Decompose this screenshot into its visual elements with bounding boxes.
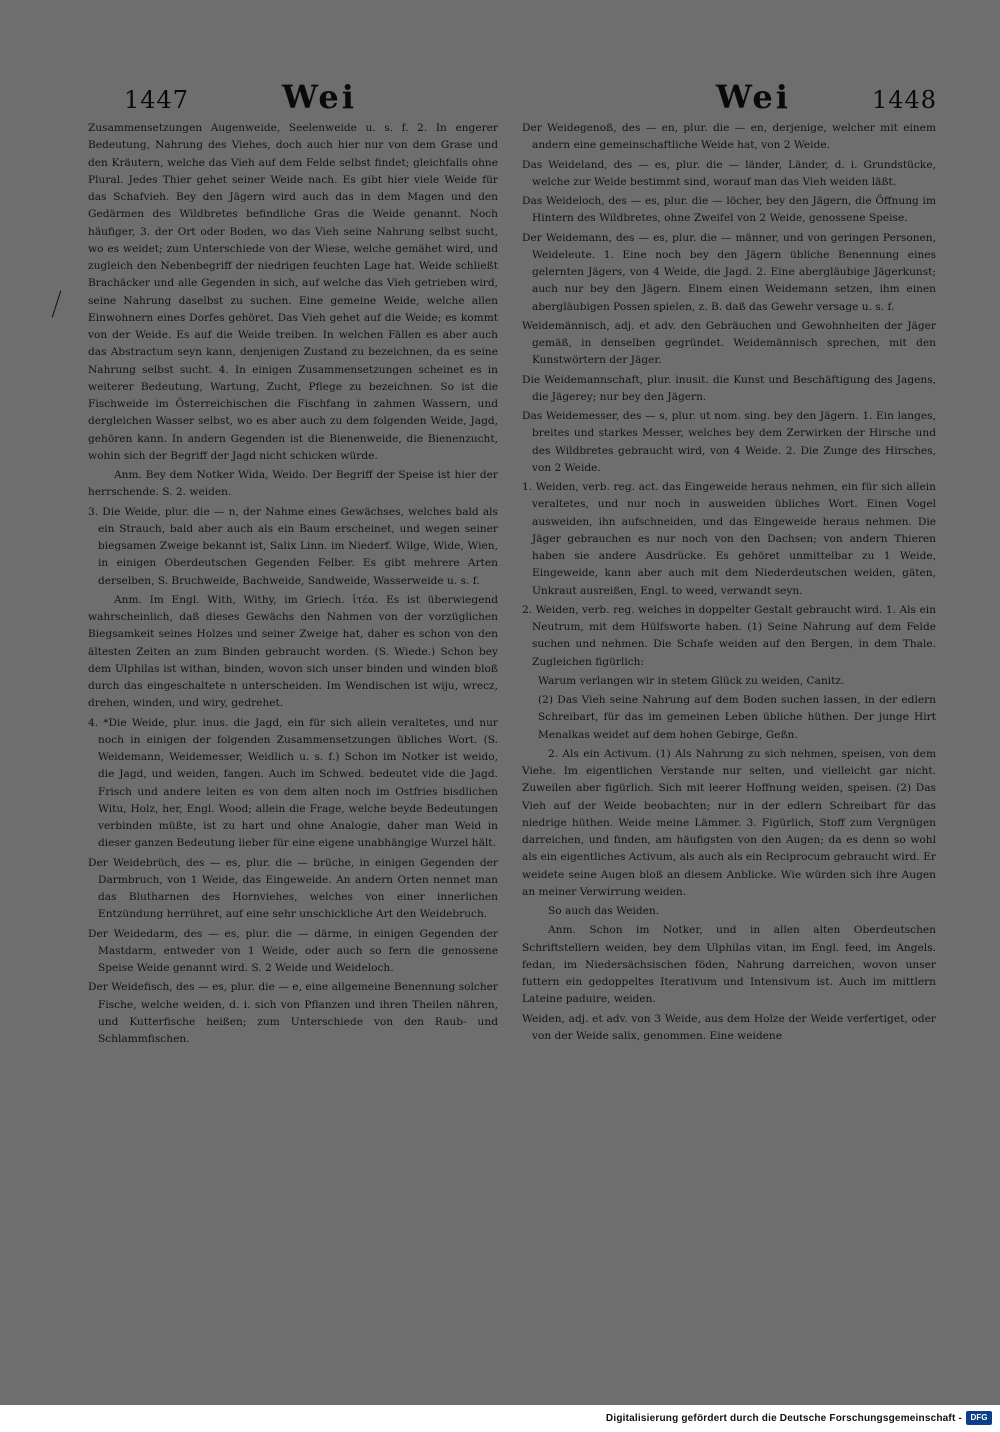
dictionary-entry: Weidemännisch, adj. et adv. den Gebräuchen und Gewohnheiten der Jäger gemäß, in denselben gegründet. Weidemännisch sprechen, mit den Kunstwörtern der Jäger.	[522, 319, 936, 367]
dictionary-entry: 1. Weiden, verb. reg. act. das Eingeweide heraus nehmen, ein für sich allein veraltetes, und nur noch in ausweiden übliches Wort. Einen Vogel ausweiden, ihn aufschneiden, und das Eingeweide heraus nehmen. Die Jäger gebrauchen es nur noch von den Dachsen; von andern Thieren haben sie andere Ausdrücke. Es gehöret unmittelbar zu 1 Weide, Eingeweide, kann aber auch mit dem Niederdeutschen weiden, gäten, Unkraut ausreißen, Engl. to weed, verwandt seyn.	[522, 481, 936, 597]
dictionary-entry: Das Weideland, des — es, plur. die — länder, Länder, d. i. Grundstücke, welche zur Weide bestimmt sind, worauf man das Vieh weiden läßt.	[522, 158, 936, 188]
dictionary-entry: 4. *Die Weide, plur. inus. die Jagd, ein für sich allein veraltetes, und nur noch in einigen der folgenden Zusammensetzungen übliches Wort. (S. Weidemann, Weidemesser, Weidlich u. s. f.) Schon im Notker ist weido, die Jagd, und weiden, fangen. Auch im Schwed. bedeutet vide die Jagd. Frisch und andere leiten es von dem alten noch im Ostfries bisdlichen Witu, Holz, her, Engl. Wood; allein die Frage, welche beyde Bedeutungen verbinden müßte, ist zu hart und ohne Analogie, daher man Weid in dieser ganzen Bedeutung lieber für eine eigene unabhängige Wurzel hält.	[88, 716, 498, 850]
dictionary-entry: Der Weidefisch, des — es, plur. die — e, eine allgemeine Benennung solcher Fische, welche weiden, d. i. sich von Pflanzen und ihren Theilen nähren, und Kutterfische heißen; zum Unterschiede von den Raub- und Schlammfischen.	[88, 981, 498, 1045]
dictionary-entry: Der Weidemann, des — es, plur. die — männer, und von geringen Personen, Weideleute. 1. Eine noch bey den Jägern übliche Benennung eines gelernten Jägers, von 4 Weide, die Jagd. 2. Eine abergläubige Jägerkunst; auch nur bey den Jägern. Einem einen Weidemann setzen, ihm einen abergläubigen Possen spielen, z. B. daß das Gewehr versage u. s. f.	[522, 231, 936, 313]
column-left	[88, 120, 498, 1050]
dictionary-entry: Der Weidebrüch, des — es, plur. die — brüche, in einigen Gegenden der Darmbruch, von 1 Weide, das Eingeweide. An andern Orten nennet man das Blutharnen des Hornviehes, welches von einer innerlichen Entzündung herrühret, auf eine sehr unschickliche Art den Weidebruch.	[88, 856, 498, 921]
annotation: Anm. Bey dem Notker Wida, Weido. Der Begriff der Speise ist hier der herrschende. S. 2. weiden.	[88, 469, 498, 499]
dictionary-entry: Das Weidemesser, des — s, plur. ut nom. sing. bey den Jägern. 1. Ein langes, breites und starkes Messer, welches bey dem Zerwirken der Hirsche und des Wildbretes gebraucht wird, von 4 Weide. 2. Die Zunge des Hirsches, von 2 Weide.	[522, 410, 936, 474]
annotation: Anm. Schon im Notker, und in allen alten Oberdeutschen Schriftstellern weiden, bey dem Ulphilas vitan, im Engl. feed, im Angels. fedan, im Niedersächsischen föden, Nahrung darreichen, wovon unser futtern ein gedoppeltes Iterativum und Intensivum ist. Auch im mittlern Lateine paduire, weiden.	[522, 924, 936, 1006]
dfg-logo: DFG	[966, 1411, 992, 1425]
dictionary-entry: Die Weidemannschaft, plur. inusit. die Kunst und Beschäftigung des Jagens, die Jägerey; nur bey den Jägern.	[522, 373, 936, 403]
running-head-right: Wei	[716, 78, 791, 116]
dictionary-entry: 2. Weiden, verb. reg. welches in doppelter Gestalt gebraucht wird. 1. Als ein Neutrum, mit dem Hülfsworte haben. (1) Seine Nahrung auf dem Felde suchen und nehmen. Die Schafe weiden auf den Bergen, in dem Thale. Zugleichen figürlich:	[522, 603, 936, 668]
paragraph: So auch das Weiden.	[548, 905, 660, 917]
funding-notice: Digitalisierung gefördert durch die Deutsche Forschungsgemeinschaft -	[605, 1413, 962, 1424]
sub-paragraph: 2. Als ein Activum. (1) Als Nahrung zu sich nehmen, speisen, von dem Viehe. Im eigentlichen Verstande nur selten, und vielleicht gar nicht. Zuweilen aber figürlich. Sich mit leerer Hoffnung weiden, speisen. (2) Das Vieh auf der Weide beobachten; nur in der edlern Schreibart für das niedrige hüthen. Weide meine Lämmer. 3. Figürlich, Stoff zum Vergnügen darreichen, und finden, am häufigsten von den Augen; da es denn so wohl als ein eigentliches Activum, als auch als ein Reciprocum gebraucht wird. Er weidete seine Augen bloß an diesem Anblicke. Wie würden sich ihre Augen an meiner Verwirrung weiden.	[522, 747, 936, 898]
page-number-right: 1448	[872, 86, 938, 114]
margin-pen-mark	[52, 291, 62, 318]
running-head-left: Wei	[282, 78, 357, 116]
annotation: Anm. Im Engl. With, Withy, im Griech. ἰτέα. Es ist überwiegend wahrscheinlich, daß dieses Gewächs den Nahmen von der vorzüglichen Biegsamkeit seines Holzes und seiner Zweige hat, daher es schon von den ältesten Zeiten an zum Binden gebraucht worden. (S. Wiede.) Schon bey dem Ulphilas ist withan, binden, wovon sich unser binden und winden bloß durch das eingeschaltete n unterscheiden. Im Wendischen ist wiju, wrecz, drehen, winden, und wiry, gedrehet.	[88, 593, 498, 710]
dictionary-entry: 3. Die Weide, plur. die — n, der Nahme eines Gewächses, welches bald als ein Strauch, bald aber auch als ein Baum erscheinet, und wegen seiner biegsamen Zweige bekannt ist, Salix Linn. im Niederf. Wilge, Wide, Wien, in einigen Oberdeutschen Gegenden Felber. Es gibt mehrere Arten derselben, S. Bruchweide, Bachweide, Sandweide, Wasserweide u. s. f.	[88, 505, 498, 587]
dictionary-entry: Der Weidegenoß, des — en, plur. die — en, derjenige, welcher mit einem andern eine gemeinschaftliche Weide hat, von 2 Weide.	[522, 122, 936, 152]
footer-bar	[0, 1405, 1000, 1432]
paragraph: Zusammensetzungen Augenweide, Seelenweide u. s. f. 2. In engerer Bedeutung, Nahrung des Viehes, doch auch hier nur von dem Grase und den Kräutern, welche das Vieh auf dem Felde selbst findet; gleichfalls ohne Plural. Jedes Thier gehet seiner Weide nach. Es gibt hier viele Weide für das Schafvieh. Bey den Jägern wird auch das in dem Magen und den Gedärmen des Wildbretes befindliche Gras die Weide genannt. Noch häufiger, 3. der Ort oder Boden, wo das Vieh seine Nahrung selbst sucht, wo es weidet; zum Unterschiede von der Wiese, welche gemähet wird, und zugleich den Nebenbegriff der niedrigen feuchten Lage hat. Weide schließt Brachäcker und alle Gegenden in sich, auf welche das Vieh getrieben wird, seine Nahrung daselbst zu suchen. Eine gemeine Weide, welche allen Einwohnern eines Dorfes gehöret. Das Vieh gehet auf die Weide; es kommt von der Weide. Es auf die Weide treiben. In welchen Fällen es aber auch das Abstractum seyn kann, denjenigen Zustand zu bezeichnen, da es seine Nahrung selbst sucht. 4. In einigen Zusammensetzungen scheinet es in weiterer Bedeutung, Wartung, Zucht, Pflege zu bezeichnen. So ist die Fischweide im Österreichischen die Fischfang in zahmen Wassern, und dergleichen Wasser selbst, wo es aber auch zu dem folgenden Weide, Jagd, gehören kann. In andern Gegenden ist die Bienenweide, die Bienenzucht, wohin sich der Begriff der Jagd nicht schicken würde.	[88, 122, 498, 462]
sub-paragraph: (2) Das Vieh seine Nahrung auf dem Boden suchen lassen, in der edlern Schreibart, für das im gemeinen Leben übliche hüthen. Der junge Hirt Menalkas weidet auf dem hohen Gebirge, Geßn.	[538, 694, 936, 741]
dictionary-entry: Weiden, adj. et adv. von 3 Weide, aus dem Holze der Weide verfertiget, oder von der Weide salix, genommen. Eine weidene	[522, 1012, 936, 1042]
dictionary-entry: Der Weidedarm, des — es, plur. die — därme, in einigen Gegenden der Mastdarm, entweder von 1 Weide, oder auch so fern die genossene Speise Weide genannt wird. S. 2 Weide und Weideloch.	[88, 927, 498, 974]
page-number-left: 1447	[124, 86, 190, 114]
column-right	[522, 120, 936, 1047]
quotation: Warum verlangen wir in stetem Glück zu weiden, Canitz.	[538, 674, 845, 687]
dictionary-entry: Das Weideloch, des — es, plur. die — löcher, bey den Jägern, die Öffnung im Hintern des Wildbretes, ohne Zweifel von 2 Weide, genossene Speise.	[522, 195, 936, 225]
